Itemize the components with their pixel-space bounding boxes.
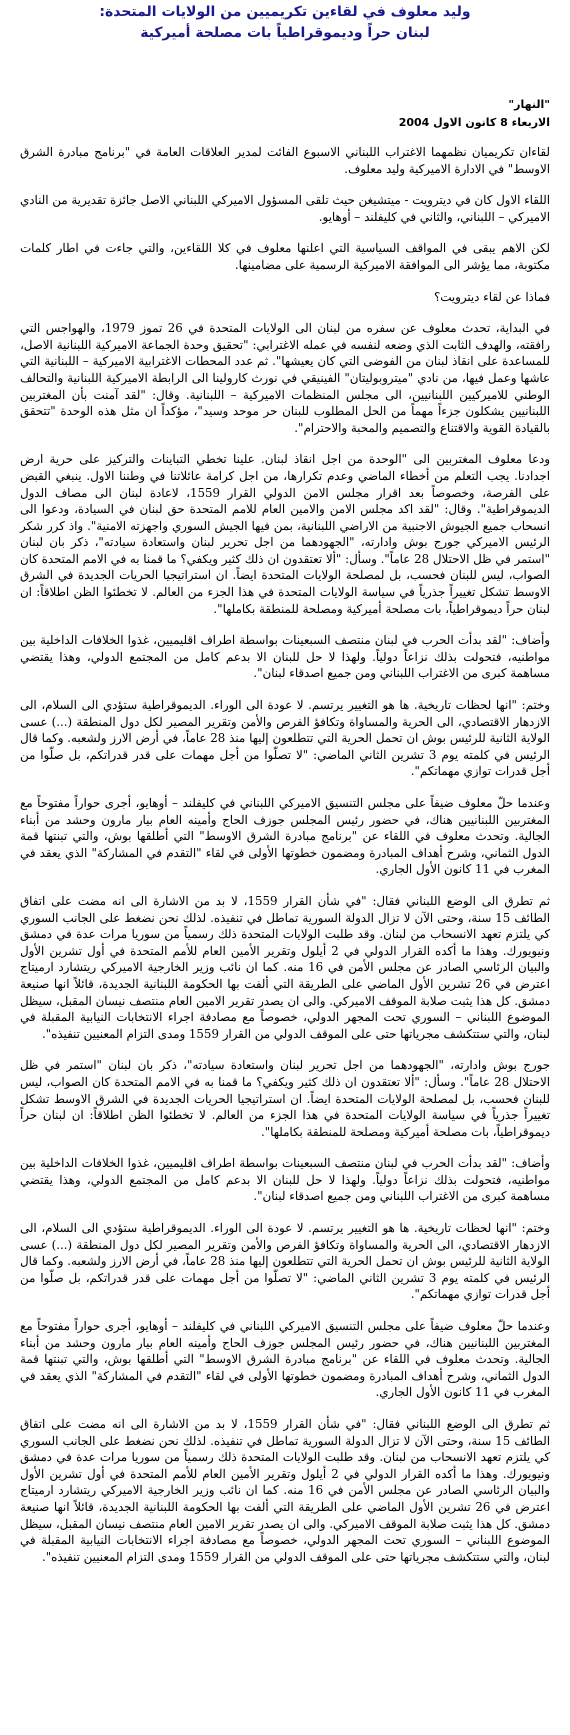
paragraph: اللقاء الاول كان في ديترويت - ميتشيغن حيث تلقى المسؤول الاميركي اللبناني الاصل جائزة تقديرية من النادي الاميركي – اللبناني، والثاني في كليفلند – أوهايو. bbox=[20, 193, 550, 224]
paragraph: ودعا معلوف المغتربين الى "الوحدة من اجل انقاذ لبنان. علينا تخطي التباينات والتركيز على حرية ارض اجدادنا. يجب التعلم من أخطاء الماضي وعدم تكرارها، من اجل كرامة عائلاتنا في وطننا الاول. ينبغي القبض على الفرصة، وخصوصاً بعد اقرار مجلس الامن الدولي القرار 1559، لاعادة لبنان الى مصاف الدول الديموقراطية". وقال: "لقد اكد مجلس الامن والامين العام للامم المتحدة حق لبنان في السيادة، ودعوا الى انسحاب جميع الجيوش الاجنبية من الاراضي اللبنانية، بمن فيها الجيش السوري واجهزته الامنية". واذ كرر شكر الرئيس الاميركي جورج بوش وادارته، "الجهودهما من اجل تحرير لبنان واستعادة سيادته"، ذكر بان لبنان "استمر في ظل الاحتلال 28 عاماً". وسأل: "ألا تعتقدون ان ذلك كثير ويكفي؟ ما قمنا به في الامم المتحدة كان الصواب، ليس للبنان فحسب، بل لمصلحة الولايات المتحدة ايضاً. ان استراتيجيا الحريات الجديدة في الشرق الاوسط تشكل تغييراً جذرياً في سياسة الولايات المتحدة في هذا الجزء من العالم. لا تخطئوا الظن اطلاقاً: ان لبنان حراً ديموقراطياً، بات مصلحة أميركية ومصلحة للمنطقة بكاملها". bbox=[20, 452, 550, 616]
article-meta bbox=[20, 96, 550, 132]
paragraph: وأضاف: "لقد بدأت الحرب في لبنان منتصف السبعينات بواسطة اطراف اقليميين، غذوا الخلافات الداخلية بين مواطنيه، فتحولت بذلك نزاعاً دولياً. ولهذا لا حل للبنان الا بدعم كامل من المجتمع الدولي، وهذا يقتضي مساهمة كبرى من الاغتراب اللبناني ومن جميع اصدقاء لبنان". bbox=[20, 633, 550, 681]
paragraph: ثم تطرق الى الوضع اللبناني فقال: "في شأن القرار 1559، لا بد من الاشارة الى انه مضت على اتفاق الطائف 15 سنة، وحتى الآن لا تزال الدولة السورية تماطل في تنفيذه. لذلك نحن نضغط على الجانب السوري كي يلتزم تعهد الانسحاب من لبنان. وقد طلبت الولايات المتحدة ذلك رسمياً من سوريا مرات عدة في دمشق ونيويورك. وهذا ما أكده القرار الدولي في 2 أيلول وتقرير الأمين العام للأمم المتحدة في أول تشرين الأول والبيان الرئاسي الصادر عن مجلس الأمن في 16 منه. كما ان نائب وزير الخارجية الاميركي ريتشارد ارميتاج اعترض في 26 تشرين الأول الماضي على الطريقة التي ألفت بها الحكومة اللبنانية الجديدة، قائلاً انها صنيعة دمشق. كل هذا يثبت صلابة الموقف الاميركي. والى ان يصدر تقرير الامين العام منتصف نيسان المقبل، سيظل الموضوع اللبناني – السوري تحت المجهر الدولي، خصوصاً مع مصادفة اجراء الانتخابات النيابية المقبلة في لبنان، والتي ستتكشف مجرياتها حتى على الموقف الدولي من القرار 1559 ومدى التزام المعنيين تنفيذه". bbox=[20, 893, 550, 1041]
paragraph: وختم: "انها لحظات تاريخية. ها هو التغيير يرتسم. لا عودة الى الوراء. الديموقراطية ستؤدي الى السلام، الى الازدهار الاقتصادي، الى الحرية والمساواة وتكافؤ الفرص والأمن وتقرير المصير لكل دول المنطقة (...) عسى الولاية الثانية للرئيس بوش ان تحمل الحرية التي تتطلعون إليها منذ 28 عاماً، في أرض الارز ولشعبه. وكما قال الرئيس في كلمته يوم 3 تشرين الثاني الماضي: "لا تصلّوا من أجل مهمات على قدر قدراتكم، بل صلّوا من أجل قدرات توازي مهماتكم". bbox=[20, 1221, 550, 1302]
paragraph: وختم: "انها لحظات تاريخية. ها هو التغيير يرتسم. لا عودة الى الوراء. الديموقراطية ستؤدي الى السلام، الى الازدهار الاقتصادي، الى الحرية والمساواة وتكافؤ الفرص والأمن وتقرير المصير لكل دول المنطقة (...) عسى الولاية الثانية للرئيس بوش ان تحمل الحرية التي تتطلعون إليها منذ 28 عاماً، في أرض الارز ولشعبه. وكما قال الرئيس في كلمته يوم 3 تشرين الثاني الماضي: "لا تصلّوا من أجل مهمات على قدر قدراتكم، بل صلّوا من أجل قدرات توازي مهماتكم". bbox=[20, 698, 550, 779]
headline-line-2: لبنان حراً وديموقراطياً بات مصلحة أميركية bbox=[140, 25, 430, 41]
publish-date: الاربعاء 8 كانون الاول 2004 bbox=[398, 116, 550, 129]
paragraph: لكن الاهم يبقى في المواقف السياسية التي اعلنها معلوف في كلا اللقاءين، والتي جاءت في اطار كلمات مكتوبة، مما يؤشر الى الموافقة الاميركية الرسمية على مضامينها. bbox=[20, 241, 550, 272]
paragraph: لقاءان تكريميان نظمهما الاغتراب اللبناني الاسبوع الفائت لمدير العلاقات العامة في "برنامج مبادرة الشرق الاوسط" في الادارة الاميركية وليد معلوف. bbox=[20, 145, 550, 176]
paragraph: فماذا عن لقاء ديترويت؟ bbox=[434, 289, 550, 304]
article-body bbox=[20, 144, 550, 1565]
source-label: "النهار" bbox=[508, 98, 550, 111]
article bbox=[20, 0, 550, 1565]
headline bbox=[20, 2, 550, 44]
paragraph: جورج بوش وادارته، "الجهودهما من اجل تحرير لبنان واستعادة سيادته"، ذكر بان لبنان "استمر في ظل الاحتلال 28 عاماً". وسأل: "ألا تعتقدون ان ذلك كثير ويكفي؟ ما قمنا به في الامم المتحدة كان الصواب، ليس للبنان فحسب، بل لمصلحة الولايات المتحدة ايضاً. ان استراتيجيا الحريات الجديدة في الشرق الاوسط تشكل تغييراً جذرياً في سياسة الولايات المتحدة في هذا الجزء من العالم. لا تخطئوا الظن اطلاقاً: ان لبنان حراً ديموقراطياً، بات مصلحة أميركية ومصلحة للمنطقة بكاملها". bbox=[20, 1058, 551, 1139]
paragraph: وعندما حلّ معلوف ضيفاً على مجلس التنسيق الاميركي اللبناني في كليفلند – أوهايو، أجرى حواراً مفتوحاً مع المغتربين اللبنانيين هناك، في حضور رئيس المجلس جوزف الحاج وأمينه العام بيار مارون وحشد من أبناء الجالية. وتحدث معلوف في اللقاء عن "برنامج مبادرة الشرق الاوسط" التي أطلقها بوش، والتي تبنتها قمة الدول الثماني، وشرح أهداف المبادرة ومضمون خطوتها الأولى في لقاء "التقدم في المشاركة" الذي يعقد في المغرب في 11 كانون الأول الجاري. bbox=[20, 796, 551, 877]
headline-line-1: وليد معلوف في لقاءين تكريميين من الولايات المتحدة: bbox=[99, 4, 471, 20]
paragraph: ثم تطرق الى الوضع اللبناني فقال: "في شأن القرار 1559، لا بد من الاشارة الى انه مضت على اتفاق الطائف 15 سنة، وحتى الآن لا تزال الدولة السورية تماطل في تنفيذه. لذلك نحن نضغط على الجانب السوري كي يلتزم تعهد الانسحاب من لبنان. وقد طلبت الولايات المتحدة ذلك رسمياً من سوريا مرات عدة في دمشق ونيويورك. وهذا ما أكده القرار الدولي في 2 أيلول وتقرير الأمين العام للأمم المتحدة في أول تشرين الأول والبيان الرئاسي الصادر عن مجلس الأمن في 16 منه. كما ان نائب وزير الخارجية الاميركي ريتشارد ارميتاج اعترض في 26 تشرين الأول الماضي على الطريقة التي ألفت بها الحكومة اللبنانية الجديدة، قائلاً انها صنيعة دمشق. كل هذا يثبت صلابة الموقف الاميركي. والى ان يصدر تقرير الامين العام منتصف نيسان المقبل، سيظل الموضوع اللبناني – السوري تحت المجهر الدولي، خصوصاً مع مصادفة اجراء الانتخابات النيابية المقبلة في لبنان، والتي ستتكشف مجرياتها حتى على الموقف الدولي من القرار 1559 ومدى التزام المعنيين تنفيذه". bbox=[20, 1417, 550, 1564]
paragraph: في البداية، تحدث معلوف عن سفره من لبنان الى الولايات المتحدة في 26 تموز 1979، والهواجس التي رافقته، والهدف الثابت الذي وضعه لنفسه في عمله الاغترابي: "تحقيق وحدة الجماعة الاميركية اللبنانية الاصل، للمساعدة على انقاذ لبنان من الفوضى التي كان يعيشها". ثم عدد المحطات الاغترابية الاميركية – اللبنانية التي عاشها وعمل فيها، من نادي "ميتروبوليتان" الفينيقي في نورث كارولينا الى الرابطة الاميركية اللبنانية والتحالف الوطني للاميركيين اللبنانيين، الى مجلس المنظمات الاميركية – اللبنانية. وقال: "لقد آمنت بأن المغتربين اللبنانيين يشكلون جزءاً مهماً من الحل المطلوب للبنان حر موحد وسيد"، مؤكداً ان مثل هذه الوحدة "تتحقق بالقيادة القوية والاقتناع والتصميم والمحبة والاحترام". bbox=[20, 321, 550, 435]
paragraph: وأضاف: "لقد بدأت الحرب في لبنان منتصف السبعينات بواسطة اطراف اقليميين، غذوا الخلافات الداخلية بين مواطنيه، فتحولت بذلك نزاعاً دولياً. ولهذا لا حل للبنان الا بدعم كامل من المجتمع الدولي، وهذا يقتضي مساهمة كبرى من الاغتراب اللبناني ومن جميع اصدقاء لبنان". bbox=[20, 1156, 550, 1204]
paragraph: وعندما حلّ معلوف ضيفاً على مجلس التنسيق الاميركي اللبناني في كليفلند – أوهايو، أجرى حواراً مفتوحاً مع المغتربين اللبنانيين هناك، في حضور رئيس المجلس جوزف الحاج وأمينه العام بيار مارون وحشد من أبناء الجالية. وتحدث معلوف في اللقاء عن "برنامج مبادرة الشرق الاوسط" التي أطلقها بوش، والتي تبنتها قمة الدول الثماني، وشرح أهداف المبادرة ومضمون خطوتها الأولى في لقاء "التقدم في المشاركة" الذي يعقد في المغرب في 11 كانون الأول الجاري. bbox=[20, 1319, 551, 1400]
